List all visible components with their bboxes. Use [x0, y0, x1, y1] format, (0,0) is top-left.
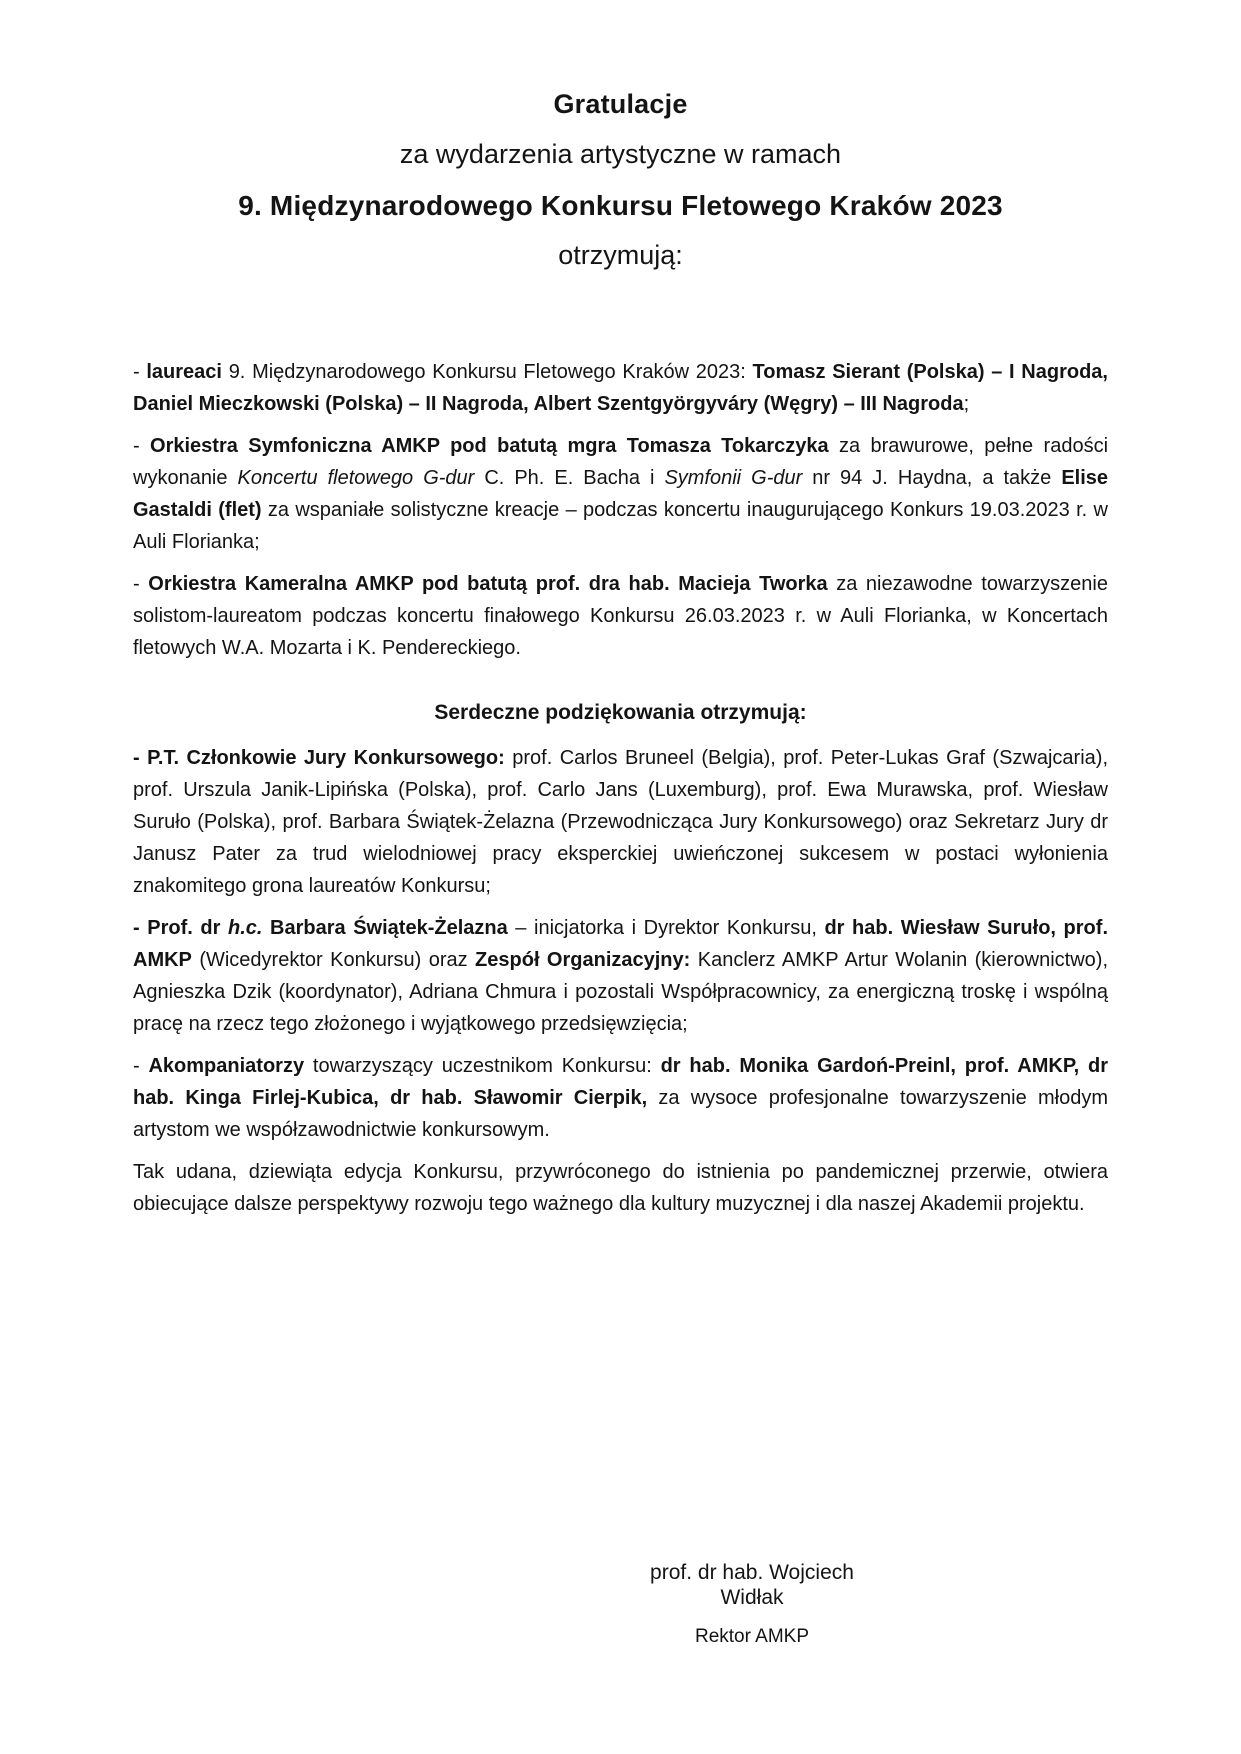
thanks-section — [133, 742, 1108, 1220]
signature-block — [616, 1560, 888, 1649]
signature-role: Rektor AMKP — [694, 1626, 810, 1648]
document-header — [133, 88, 1108, 272]
paragraph-symphony-orchestra: - Orkiestra Symfoniczna AMKP pod batutą mgra Tomasza Tokarczyka za brawurowe, pełne radości wykonanie Koncertu fletowego G-dur C. Ph. E. Bacha i Symfonii G-dur nr 94 J. Haydna, a także Elise Gastaldi (flet) za wspaniałe solistyczne kreacje – podczas koncertu inaugurującego Konkurs 19.03.2023 r. w Auli Florianka; — [133, 435, 1109, 554]
header-receive-line: otrzymują: — [558, 239, 683, 270]
paragraph-closing: Tak udana, dziewiąta edycja Konkursu, przywróconego do istnienia po pandemicznej przerwie, otwiera obiecujące dalsze perspektywy rozwoju tego ważnego dla kultury muzycznej i dla naszej Akademii projektu. — [133, 1161, 1108, 1216]
signature-name: prof. dr hab. Wojciech Widłak — [650, 1561, 854, 1610]
thanks-heading: Serdeczne podziękowania otrzymują: — [434, 701, 807, 725]
paragraph-chamber-orchestra: - Orkiestra Kameralna AMKP pod batutą prof. dra hab. Macieja Tworka za niezawodne towarzyszenie solistom-laureatom podczas koncertu finałowego Konkursu 26.03.2023 r. w Auli Florianka, w Koncertach fletowych W.A. Mozarta i K. Pendereckiego. — [133, 573, 1108, 660]
congratulations-section — [133, 356, 1108, 664]
paragraph-laureates: - laureaci 9. Międzynarodowego Konkursu Fletowego Kraków 2023: Tomasz Sierant (Polska) – I Nagroda, Daniel Mieczkowski (Polska) – II Nagroda, Albert Szentgyörgyváry (Węgry) – III Nagroda; — [133, 361, 1108, 416]
paragraph-accompanists: - Akompaniatorzy towarzyszący uczestnikom Konkursu: dr hab. Monika Gardoń-Preinl, prof. AMKP, dr hab. Kinga Firlej-Kubica, dr hab. Sławomir Cierpik, za wysoce profesjonalne towarzyszenie młodym artystom we współzawodnictwie konkursowym. — [133, 1055, 1108, 1142]
paragraph-jury: - P.T. Członkowie Jury Konkursowego: prof. Carlos Bruneel (Belgia), prof. Peter-Lukas Graf (Szwajcaria), prof. Urszula Janik-Lipińska (Polska), prof. Carlo Jans (Luxemburg), prof. Ewa Murawska, prof. Wiesław Suruło (Polska), prof. Barbara Świątek-Żelazna (Przewodnicząca Jury Konkursowego) oraz Sekretarz Jury dr Janusz Pater za trud wielodniowej pracy eksperckiej uwieńczonej sukcesem w postaci wyłonienia znakomitego grona laureatów Konkursu; — [133, 747, 1109, 898]
document-title: Gratulacje — [553, 89, 688, 119]
header-subtitle: za wydarzenia artystyczne w ramach — [399, 138, 842, 169]
competition-title: 9. Międzynarodowego Konkursu Fletowego Kraków 2023 — [238, 189, 1003, 221]
paragraph-organizers: - Prof. dr h.c. Barbara Świątek-Żelazna – inicjatorka i Dyrektor Konkursu, dr hab. Wiesław Suruło, prof. AMKP (Wicedyrektor Konkursu) oraz Zespół Organizacyjny: Kanclerz AMKP Artur Wolanin (kierownictwo), Agnieszka Dzik (koordynator), Adriana Chmura i pozostali Współpracownicy, za energiczną troskę i wspólną pracę na rzecz tego złożonego i wyjątkowego przedsięwzięcia; — [133, 917, 1108, 1036]
